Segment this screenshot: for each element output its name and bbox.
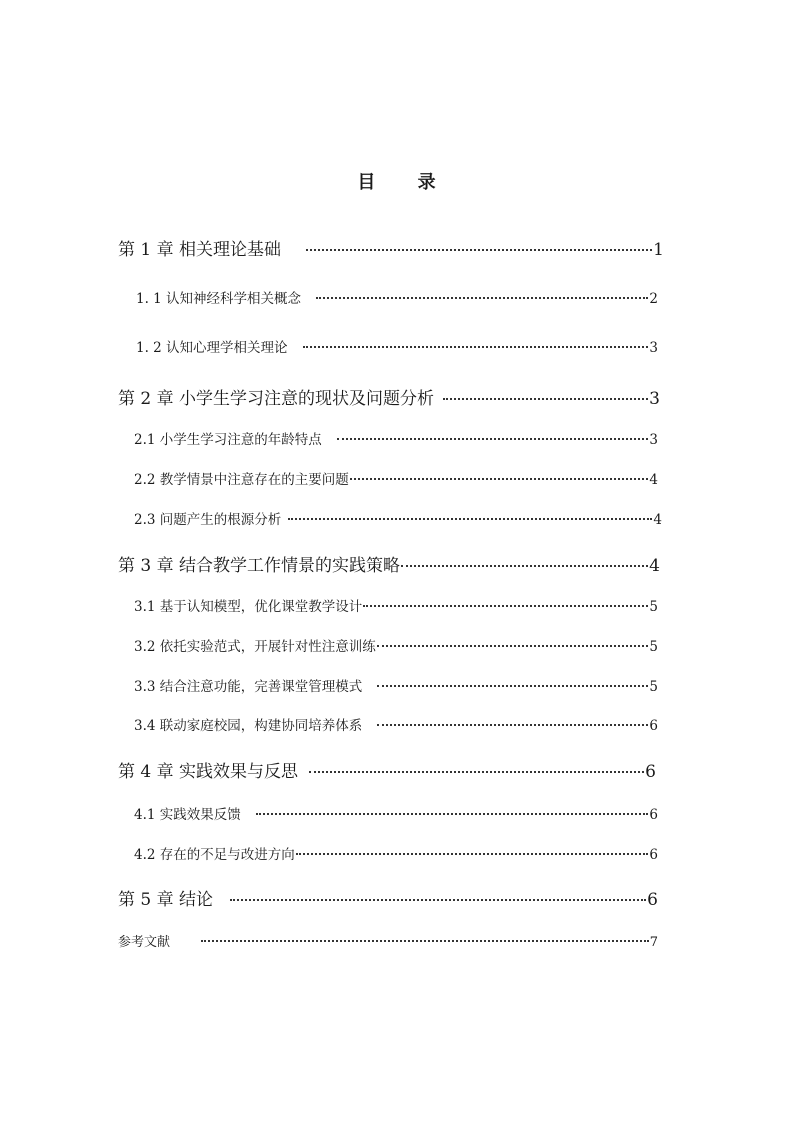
toc-entry-page: 5 bbox=[649, 599, 658, 615]
toc-entry-label: 1. 2 认知心理学相关理论 bbox=[136, 340, 288, 356]
toc-entry-page: 3 bbox=[649, 340, 658, 356]
toc-entry-chapter-3[interactable] bbox=[118, 551, 660, 576]
toc-entry-page: 2 bbox=[649, 291, 658, 307]
toc-entry-chapter-1[interactable] bbox=[118, 235, 664, 260]
dot-leader bbox=[306, 249, 652, 251]
toc-entry-label: 第 1 章 相关理论基础 bbox=[118, 240, 282, 260]
toc-entry-section-4-2[interactable] bbox=[134, 843, 658, 863]
toc-entry-page: 7 bbox=[649, 935, 658, 950]
toc-entry-page: 3 bbox=[649, 389, 660, 409]
toc-title: 目 录 bbox=[357, 172, 454, 193]
toc-entry-label: 参考文献 bbox=[118, 935, 171, 950]
toc-entry-page: 5 bbox=[649, 639, 658, 655]
toc-entry-label: 第 5 章 结论 bbox=[118, 890, 214, 910]
toc-entry-label: 3.3 结合注意功能，完善课堂管理模式 bbox=[134, 679, 363, 695]
dot-leader bbox=[350, 478, 649, 480]
toc-entry-page: 5 bbox=[649, 679, 658, 695]
toc-entry-section-3-1[interactable] bbox=[134, 595, 658, 615]
toc-entry-section-3-4[interactable] bbox=[134, 714, 658, 734]
toc-entry-page: 4 bbox=[649, 556, 660, 576]
toc-entry-label: 2.1 小学生学习注意的年龄特点 bbox=[134, 432, 322, 448]
toc-entry-page: 6 bbox=[649, 847, 658, 863]
dot-leader bbox=[316, 297, 648, 299]
toc-entry-page: 6 bbox=[649, 807, 658, 823]
toc-entry-label: 第 3 章 结合教学工作情景的实践策略 bbox=[118, 556, 401, 576]
dot-leader bbox=[337, 438, 649, 440]
dot-leader bbox=[303, 346, 649, 348]
dot-leader bbox=[201, 940, 649, 942]
toc-entry-page: 1 bbox=[653, 240, 664, 260]
toc-entry-section-3-3[interactable] bbox=[134, 675, 658, 695]
toc-entry-section-4-1[interactable] bbox=[134, 803, 658, 823]
toc-entry-label: 3.2 依托实验范式，开展针对性注意训练 bbox=[134, 639, 376, 655]
dot-leader bbox=[443, 398, 648, 400]
toc-entry-page: 6 bbox=[647, 890, 658, 910]
dot-leader bbox=[288, 518, 652, 520]
toc-entry-page: 3 bbox=[649, 432, 658, 448]
dot-leader bbox=[377, 645, 649, 647]
toc-entry-chapter-4[interactable] bbox=[118, 757, 656, 782]
toc-entry-page: 4 bbox=[653, 512, 662, 528]
toc-entry-section-3-2[interactable] bbox=[134, 635, 658, 655]
dot-leader bbox=[377, 724, 648, 726]
toc-entry-label: 3.1 基于认知模型，优化课堂教学设计 bbox=[134, 599, 363, 615]
toc-entry-label: 3.4 联动家庭校园，构建协同培养体系 bbox=[134, 718, 363, 734]
toc-entry-label: 4.2 存在的不足与改进方向 bbox=[134, 847, 295, 863]
toc-entry-label: 第 4 章 实践效果与反思 bbox=[118, 762, 299, 782]
toc-entry-page: 6 bbox=[645, 762, 656, 782]
toc-entry-section-2-3[interactable] bbox=[134, 508, 662, 528]
dot-leader bbox=[230, 899, 646, 901]
toc-entry-page: 6 bbox=[649, 718, 658, 734]
toc-entry-section-2-1[interactable] bbox=[134, 428, 658, 448]
toc-entry-label: 2.2 教学情景中注意存在的主要问题 bbox=[134, 472, 349, 488]
dot-leader bbox=[309, 771, 644, 773]
toc-entry-label: 1. 1 认知神经科学相关概念 bbox=[136, 291, 302, 307]
toc-entry-section-1-1[interactable] bbox=[136, 287, 658, 307]
toc-entry-section-2-2[interactable] bbox=[134, 468, 658, 488]
dot-leader bbox=[377, 685, 648, 687]
toc-entry-label: 2.3 问题产生的根源分析 bbox=[134, 512, 282, 528]
toc-entry-chapter-5[interactable] bbox=[118, 885, 658, 910]
dot-leader bbox=[256, 813, 649, 815]
dot-leader bbox=[296, 853, 649, 855]
dot-leader bbox=[363, 605, 648, 607]
toc-entry-section-1-2[interactable] bbox=[136, 336, 658, 356]
toc-entry-page: 4 bbox=[649, 472, 658, 488]
toc-entry-chapter-2[interactable] bbox=[118, 384, 660, 409]
toc-entry-references[interactable] bbox=[118, 931, 658, 950]
dot-leader bbox=[401, 565, 648, 567]
toc-entry-label: 第 2 章 小学生学习注意的现状及问题分析 bbox=[118, 389, 435, 409]
toc-entry-label: 4.1 实践效果反馈 bbox=[134, 807, 241, 823]
